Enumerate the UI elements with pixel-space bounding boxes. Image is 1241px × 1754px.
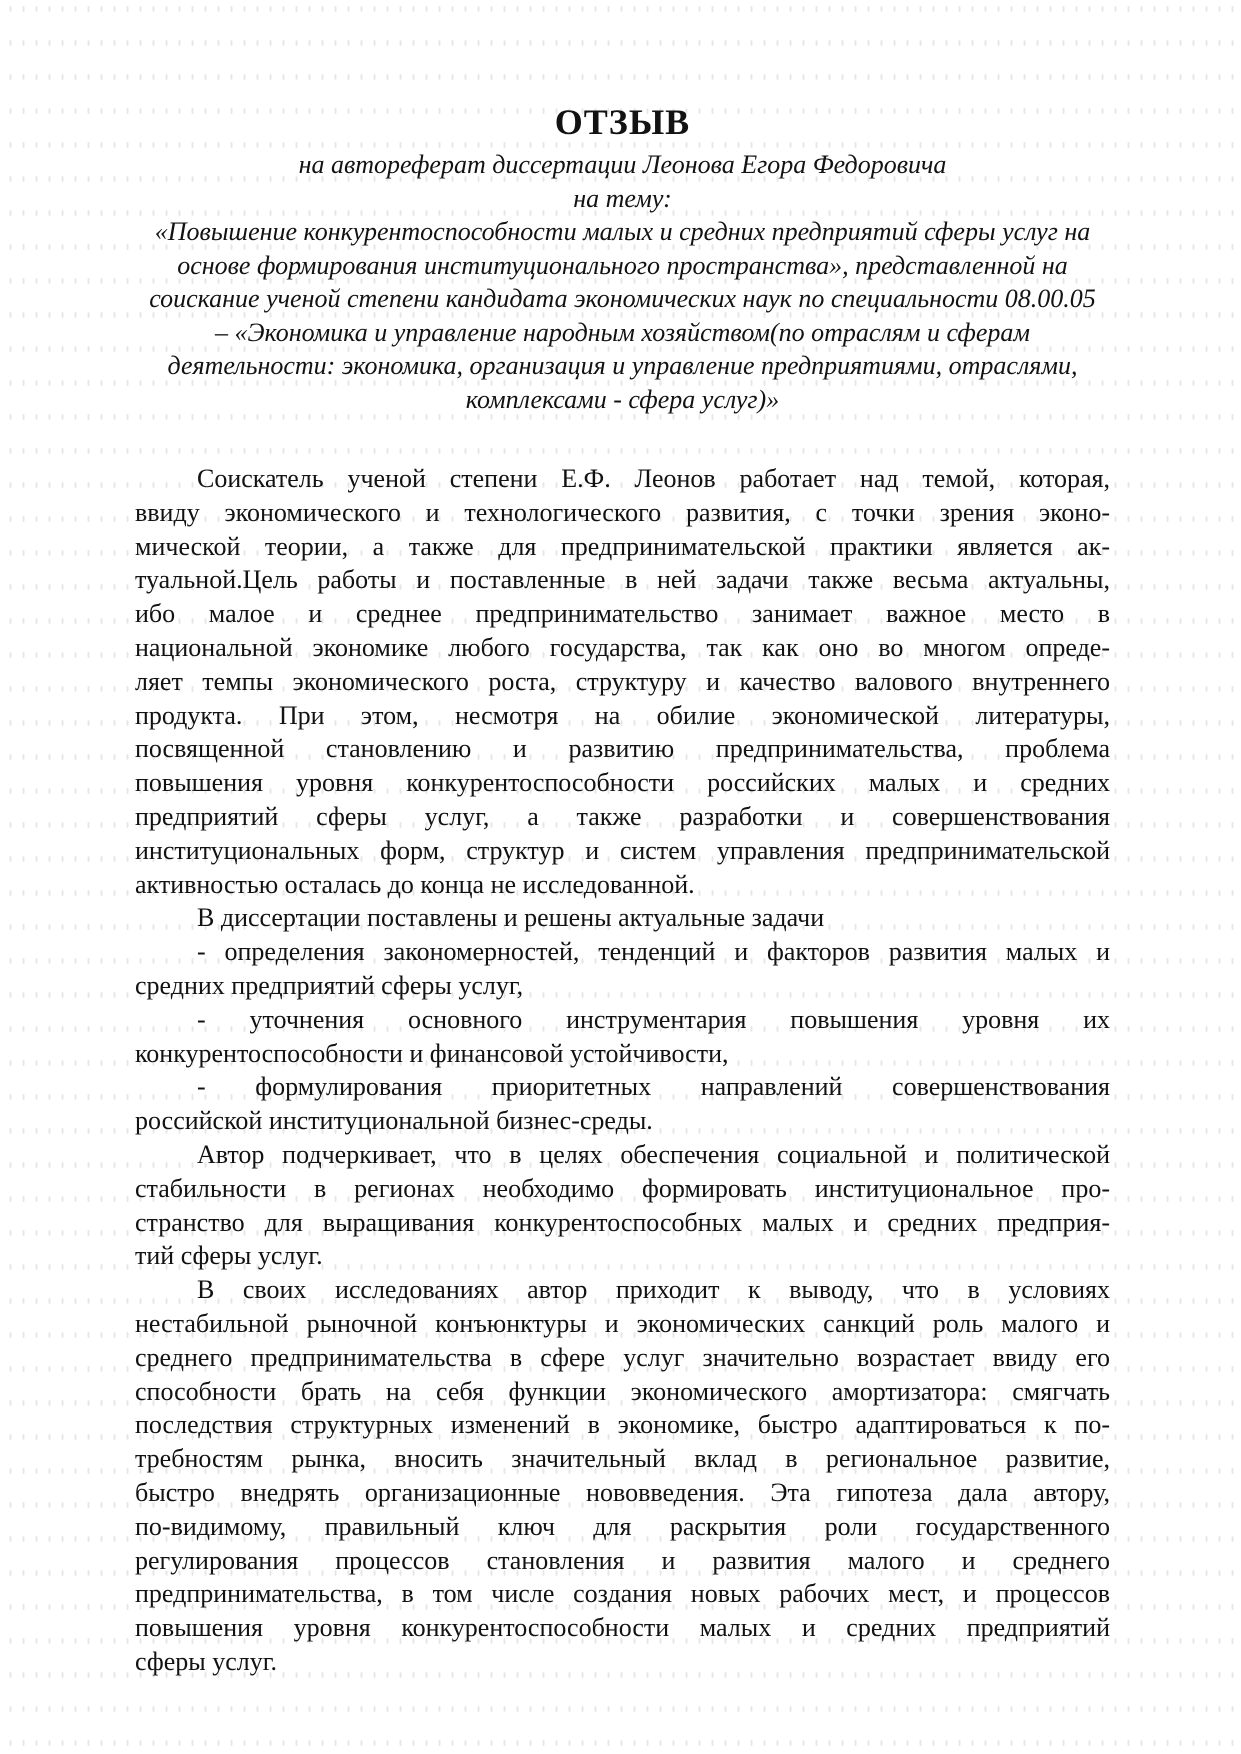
document-header <box>135 100 1110 416</box>
text-line: по-видимому, правильный ключ для раскрытия роли государственного <box>135 1511 1110 1541</box>
text-line: ибо малое и среднее предпринимательство занимает важное место в <box>135 599 1110 629</box>
text-line: туальной.Цель работы и поставленные в ней задачи также весьма актуальны, <box>135 565 1110 595</box>
text-line: ляет темпы экономического роста, структуру и качество валового внутреннего <box>135 666 1110 696</box>
text-line: среднего предпринимательства в сфере услуг значительно возрастает ввиду его <box>135 1342 1110 1372</box>
subtitle-line: «Повышение конкурентоспособности малых и средних предприятий сферы услуг на <box>154 217 1091 246</box>
text-line: повышения уровня конкурентоспособности российских малых и средних <box>135 768 1110 798</box>
text-line: активностью осталась до конца не исследованной. <box>135 869 695 899</box>
text-line: В своих исследованиях автор приходит к выводу, что в условиях <box>197 1275 1110 1305</box>
text-line: средних предприятий сферы услуг, <box>135 970 524 1000</box>
subtitle-line: – «Экономика и управление народным хозяйством(по отраслям и сферам <box>215 317 1030 347</box>
paragraph <box>135 1138 1110 1273</box>
text-line: повышения уровня конкурентоспособности малых и средних предприятий <box>135 1613 1110 1643</box>
text-line: ввиду экономического и технологического развития, с точки зрения эконо- <box>135 497 1110 527</box>
text-line: предпринимательства, в том числе создания новых рабочих мест, и процессов <box>135 1579 1110 1609</box>
text-line: - определения закономерностей, тенденций и факторов развития малых и <box>197 937 1110 967</box>
text-line: сферы услуг. <box>135 1646 277 1676</box>
document-body <box>135 462 1110 1679</box>
text-line: В диссертации поставлены и решены актуальные задачи <box>197 903 825 933</box>
paragraph <box>135 1273 1110 1679</box>
paragraph <box>135 1070 1110 1138</box>
text-line: национальной экономике любого государства, так как оно во многом опреде- <box>135 632 1110 662</box>
text-line: посвященной становлению и развитию предпринимательства, проблема <box>135 734 1110 764</box>
text-line: российской институциональной бизнес-среды. <box>135 1106 653 1136</box>
text-line: быстро внедрять организационные нововведения. Эта гипотеза дала автору, <box>135 1477 1110 1507</box>
text-line: стабильности в регионах необходимо формировать институциональное про- <box>135 1173 1110 1203</box>
text-line: продукта. При этом, несмотря на обилие экономической литературы, <box>135 700 1110 730</box>
paragraph <box>135 901 1110 935</box>
text-line: регулирования процессов становления и развития малого и среднего <box>135 1545 1110 1575</box>
dissertation-subtitle <box>135 148 1110 416</box>
text-line: нестабильной рыночной конъюнктуры и экономических санкций роль малого и <box>135 1308 1110 1338</box>
text-line: конкурентоспособности и финансовой устойчивости, <box>135 1038 729 1068</box>
subtitle-line: комплексами - сфера услуг)» <box>465 384 780 414</box>
paragraph <box>135 462 1110 901</box>
subtitle-line: основе формирования институционального пространства», представленной на <box>177 250 1068 280</box>
text-line: Автор подчеркивает, что в целях обеспечения социальной и политической <box>197 1139 1110 1169</box>
text-line: странство для выращивания конкурентоспособных малых и средних предприя- <box>135 1207 1110 1237</box>
text-line: - формулирования приоритетных направлений совершенствования <box>197 1072 1110 1102</box>
text-line: тий сферы услуг. <box>135 1241 323 1271</box>
subtitle-line: на тему: <box>573 183 672 213</box>
subtitle-line: соискание ученой степени кандидата экономических наук по специальности 08.00.05 <box>149 284 1096 313</box>
text-line: мической теории, а также для предпринимательской практики является ак- <box>135 531 1110 561</box>
subtitle-line: на автореферат диссертации Леонова Егора Федоровича <box>298 150 947 179</box>
subtitle-line: деятельности: экономика, организация и управление предприятиями, отраслями, <box>167 351 1078 380</box>
text-line: Соискатель ученой степени Е.Ф. Леонов работает над темой, которая, <box>197 464 1110 493</box>
text-line: - уточнения основного инструментария повышения уровня их <box>197 1004 1110 1034</box>
text-line: способности брать на себя функции экономического амортизатора: смягчать <box>135 1376 1110 1406</box>
text-line: предприятий сферы услуг, а также разработки и совершенствования <box>135 801 1110 831</box>
text-line: требностям рынка, вносить значительный вклад в региональное развитие, <box>135 1444 1110 1474</box>
text-line: институциональных форм, структур и систем управления предпринимательской <box>135 835 1110 865</box>
paragraph <box>135 935 1110 1003</box>
document-title: ОТЗЫВ <box>554 102 691 142</box>
paragraph <box>135 1003 1110 1071</box>
text-line: последствия структурных изменений в экономике, быстро адаптироваться к по- <box>135 1410 1110 1440</box>
